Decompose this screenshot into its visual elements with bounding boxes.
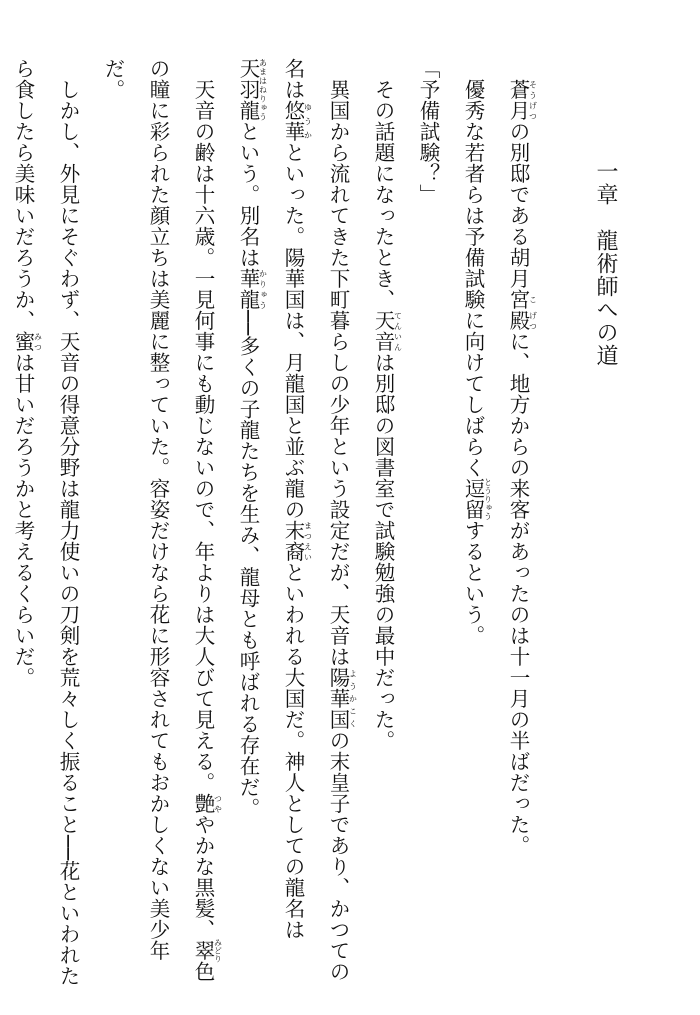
ruby-word	[191, 938, 223, 962]
ruby-word	[326, 666, 358, 730]
ruby-word	[371, 309, 403, 352]
ruby-base: 天羽龍	[236, 58, 260, 121]
ruby-base: 宮	[506, 288, 530, 310]
ruby-base: 逗留	[461, 477, 485, 520]
text-run: という。別名は	[236, 121, 260, 268]
paragraph	[450, 58, 495, 988]
text-run: 異国から流れてきた下町暮らしの少年という設定だが、天音は	[326, 78, 350, 667]
text-run: 色の瞳に彩られた顔立ちは美麗に整っていた。容姿だけなら花に形容されてもおかしくない美少年だ。	[101, 58, 215, 982]
ruby-reading: そうげつ	[528, 78, 538, 121]
text-run: 優秀な若者らは予備試験に向けてしばらく	[461, 78, 485, 478]
text-run: やかな黒髪、	[191, 813, 215, 940]
ruby-word	[506, 309, 538, 331]
ruby-base: 蒼月	[506, 78, 530, 121]
ruby-word	[281, 100, 313, 142]
ruby-reading: ゆうか	[303, 100, 313, 142]
text-run: の末皇子であり、かつての名は	[281, 58, 350, 982]
text-run: といわれる大国だ。神人としての龍名は	[281, 562, 305, 940]
ruby-word	[191, 792, 223, 814]
text-run: は別邸の図書室で試験勉強の最中だった。	[371, 351, 395, 751]
ruby-base: 陽華国	[326, 666, 350, 730]
body-text	[0, 58, 540, 988]
paragraph	[360, 58, 405, 988]
ruby-base: 華龍	[236, 268, 260, 310]
ruby-word	[236, 268, 268, 310]
ruby-word	[506, 288, 538, 310]
ruby-word	[506, 78, 538, 121]
paragraph	[405, 58, 450, 988]
ruby-reading: みつ	[33, 331, 43, 352]
text-run: の別邸である胡月	[506, 120, 530, 289]
ruby-base: 蜜	[11, 331, 35, 352]
text-run: 「予備試験？」	[416, 58, 440, 205]
ruby-base: 翠	[191, 938, 215, 962]
text-run: するという。	[461, 519, 485, 646]
ruby-reading: ようかこく	[348, 666, 358, 730]
text-run: 天音の齢は十六歳。一見何事にも動じないので、年よりは大人びて見える。	[191, 78, 215, 793]
paragraph	[225, 58, 360, 988]
ruby-reading: とうりゅう	[483, 477, 493, 520]
ruby-reading: こ	[528, 288, 538, 310]
paragraph	[495, 58, 540, 988]
paragraph	[0, 58, 90, 988]
ruby-reading: まつえい	[303, 520, 313, 562]
ruby-word	[236, 58, 268, 121]
ruby-word	[281, 520, 313, 562]
ruby-reading: あまはねりゅう	[258, 58, 268, 121]
text-run: は甘いだろうかと考えるくらいだ。	[11, 352, 35, 688]
text-run: しかし、外見にそぐわず、天音の得意分野は龍力使いの刀剣を荒々しく振ること──花といわれたら食したら美味いだろうか、	[11, 58, 80, 987]
ruby-word	[11, 331, 43, 352]
paragraph	[90, 58, 225, 988]
ruby-base: 艶	[191, 792, 215, 814]
ruby-base: 末裔	[281, 520, 305, 562]
ruby-reading: つや	[213, 792, 223, 814]
text-run: ──多くの子龍たちを生み、龍母とも呼ばれる存在だ。	[236, 310, 260, 819]
text-run: といった。陽華国は、月龍国と並ぶ龍の	[281, 142, 305, 520]
ruby-base: 殿	[506, 309, 530, 331]
ruby-reading: てんいん	[393, 309, 403, 352]
text-run: その話題になったとき、	[371, 78, 395, 310]
ruby-base: 天音	[371, 309, 395, 352]
ruby-word	[461, 477, 493, 520]
ruby-reading: げつ	[528, 309, 538, 331]
text-run: に、地方からの来客があったのは十一月の半ばだった。	[506, 330, 530, 856]
ruby-base: 悠華	[281, 100, 305, 142]
ruby-reading: みどり	[213, 938, 223, 962]
chapter-title: 一章 龍術師への道	[593, 160, 618, 367]
ruby-reading: かりゅう	[258, 268, 268, 310]
